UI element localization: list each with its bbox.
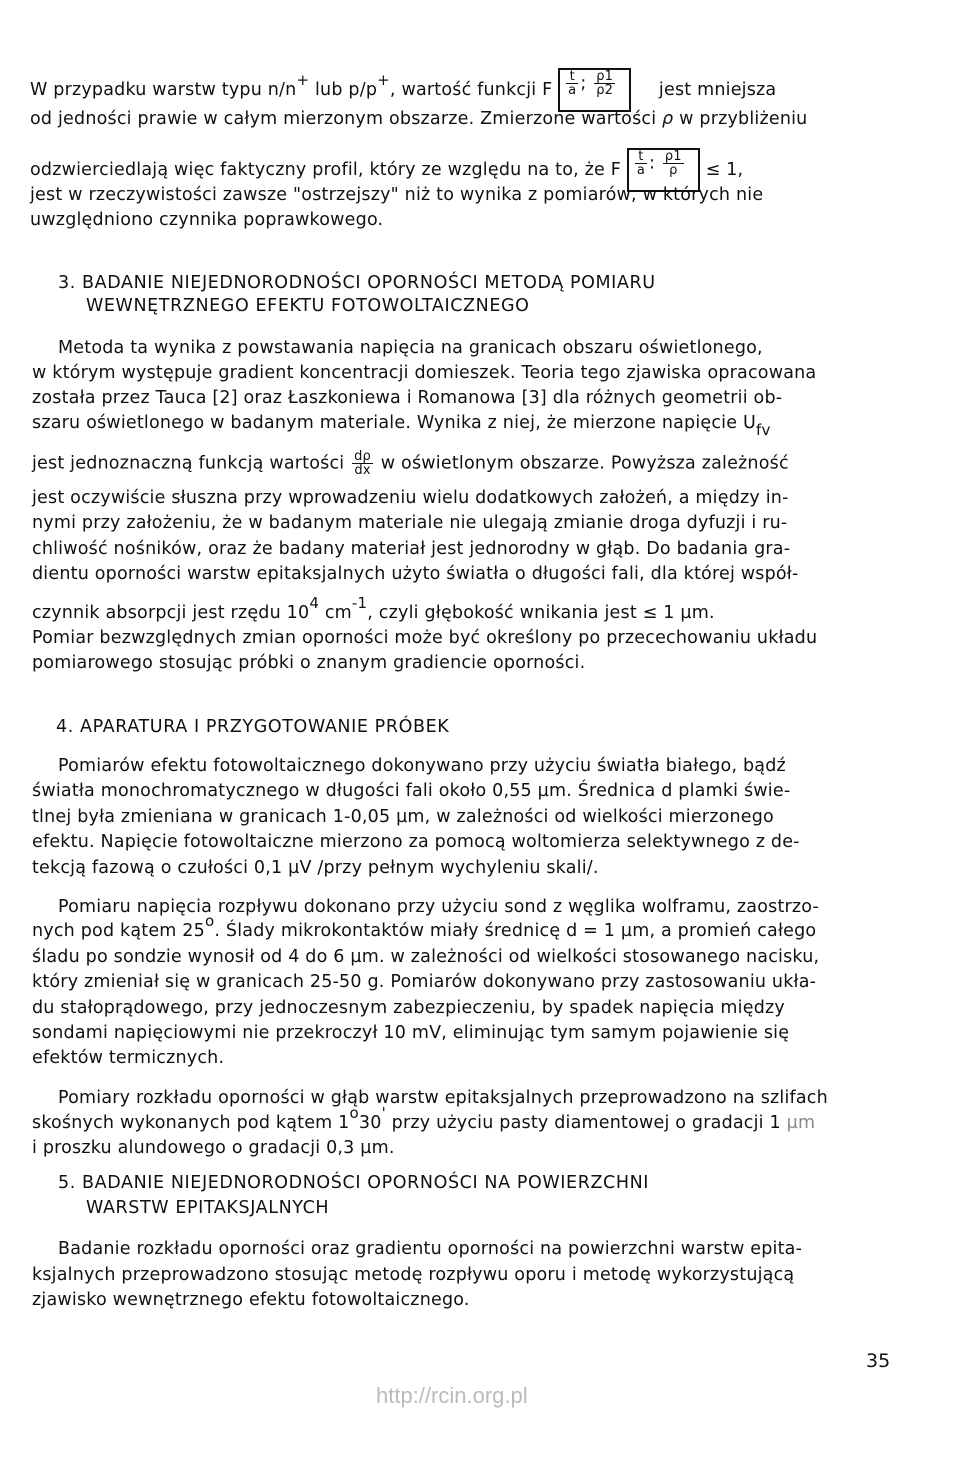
paragraph-line: w którym występuje gradient koncentracji domieszek. Teoria tego zjawiska opracowana xyxy=(32,363,817,383)
formula-bracket xyxy=(558,68,621,112)
paragraph-line: jest oczywiście słuszna przy wprowadzeniu wielu dodatkowych założeń, a między in- xyxy=(32,488,789,508)
text: µm xyxy=(786,1113,816,1133)
paragraph-line: tlnej była zmieniana w granicach 1-0,05 µm, w zależności od wielkości mierzonego xyxy=(32,807,774,827)
text: w przybliżeniu xyxy=(679,109,808,129)
paragraph-line: pomiarowego stosując próbki o znanym gradiencie oporności. xyxy=(32,653,586,673)
paragraph-line: została przez Tauca [2] oraz Łaszkoniewa i Romanowa [3] dla różnych geometrii ob- xyxy=(32,388,783,408)
text: czynnik absorpcji jest rzędu 10 xyxy=(32,603,310,623)
paragraph-line: sondami napięciowymi nie przekroczył 10 mV, eliminując tym samym pojawienie się xyxy=(32,1023,790,1043)
superscript: + xyxy=(296,71,310,89)
paragraph-line: śladu po sondzie wynosił od 4 do 6 µm. w zależności od wielkości stosowanego nacisku, xyxy=(32,947,820,967)
text: cm xyxy=(319,603,352,623)
paragraph-line: Pomiaru napięcia rozpływu dokonano przy użyciu sond z węglika wolframu, zaostrzo- xyxy=(58,897,820,917)
text: lub p/p xyxy=(309,80,378,100)
fraction xyxy=(663,150,684,177)
subscript: fv xyxy=(756,421,771,439)
fraction xyxy=(566,70,578,97)
text: przy użyciu pasty diamentowej o gradacji 1 xyxy=(385,1113,787,1133)
fraction-denominator: a xyxy=(568,83,577,98)
paragraph-line: zjawisko wewnętrznego efektu fotowoltaicznego. xyxy=(32,1290,470,1310)
text: od jedności prawie w całym mierzonym obszarze. Zmierzone wartości xyxy=(30,109,657,129)
text: jest mniejsza xyxy=(658,80,777,100)
paragraph-line: efektu. Napięcie fotowoltaiczne mierzono za pomocą woltomierza selektywnego z de- xyxy=(32,832,800,852)
text: , czyli głębokość wnikania jest ≤ 1 µm. xyxy=(367,603,715,623)
paragraph-line: du stałoprądowego, przy jednoczesnym zabezpieczeniu, by spadek napięcia między xyxy=(32,998,785,1018)
paragraph-line: światła monochromatycznego w długości fali około 0,55 µm. Średnica d plamki świe- xyxy=(32,781,791,801)
superscript: + xyxy=(377,71,390,89)
section-5-heading: 5. BADANIE NIEJEDNORODNOŚCI OPORNOŚCI NA POWIERZCHNI xyxy=(58,1173,650,1193)
fraction-denominator: ρ2 xyxy=(596,83,614,98)
section-4-heading: 4. APARATURA I PRZYGOTOWANIE PRÓBEK xyxy=(56,717,450,737)
paragraph-line: i proszku alundowego o gradacji 0,3 µm. xyxy=(32,1138,395,1158)
superscript: -1 xyxy=(351,594,368,612)
fraction-denominator: a xyxy=(636,163,645,178)
superscript: 4 xyxy=(309,594,320,612)
text: ≤ 1, xyxy=(705,160,744,180)
paragraph-line: tekcją fazową o czułości 0,1 µV /przy pełnym wychyleniu skali/. xyxy=(32,858,599,878)
intro-line-4: jest w rzeczywistości zawsze "ostrzejszy" niż to wynika z pomiarów, w których nie xyxy=(30,185,764,205)
text: skośnych wykonanych pod kątem 1 xyxy=(32,1113,350,1133)
fraction-numerator: ρ1 xyxy=(664,149,682,164)
fraction xyxy=(594,70,615,97)
separator: : xyxy=(648,153,656,174)
text: 30 xyxy=(358,1113,382,1133)
paragraph-line: Pomiar bezwzględnych zmian oporności może być określony po przecechowaniu układu xyxy=(32,628,818,648)
paragraph-line xyxy=(32,594,715,624)
superscript: o xyxy=(349,1104,359,1122)
fraction-numerator: dρ xyxy=(354,449,372,464)
intro-line-5: uwzględniono czynnika poprawkowego. xyxy=(30,210,384,230)
paragraph-line xyxy=(32,450,789,477)
fraction-numerator: ρ1 xyxy=(596,69,614,84)
paragraph-line: chliwość nośników, oraz że badany materiał jest jednorodny w głąb. Do badania gra- xyxy=(32,539,791,559)
paragraph-line: efektów termicznych. xyxy=(32,1048,225,1068)
text: , wartość funkcji F xyxy=(389,80,553,100)
fraction-denominator: ρ xyxy=(669,163,678,178)
superscript: ' xyxy=(381,1104,386,1122)
superscript: o xyxy=(204,912,215,930)
text: odzwierciedlają więc faktyczny profil, który ze względu na to, że F xyxy=(30,160,622,180)
paragraph-line xyxy=(32,912,817,942)
paragraph-line: Metoda ta wynika z powstawania napięcia na granicach obszaru oświetlonego, xyxy=(58,338,763,358)
fraction-denominator: dx xyxy=(354,463,371,478)
separator: ; xyxy=(580,73,587,94)
paragraph-line: który zmieniał się w granicach 25-50 g. Pomiarów dokonywano przy zastosowaniu ukła- xyxy=(32,972,817,992)
intro-line-2 xyxy=(30,108,807,130)
formula-bracket-close xyxy=(621,68,631,112)
paragraph-line: Pomiarów efektu fotowoltaicznego dokonywano przy użyciu światła białego, bądź xyxy=(58,756,786,776)
section-3-heading: 3. BADANIE NIEJEDNORODNOŚCI OPORNOŚCI METODĄ POMIARU xyxy=(58,273,656,293)
fraction xyxy=(635,150,647,177)
text: jest jednoznaczną funkcją wartości xyxy=(32,453,345,474)
text: nych pod kątem 25 xyxy=(32,921,205,941)
intro-line-1 xyxy=(30,68,776,112)
text: . Ślady mikrokontaktów miały średnicę d = 1 µm, a promień całego xyxy=(214,921,817,941)
paragraph-line: Badanie rozkładu oporności oraz gradientu oporności na powierzchni warstw epita- xyxy=(58,1239,803,1259)
paragraph-line xyxy=(32,1104,816,1134)
page-number: 35 xyxy=(866,1350,891,1372)
text: W przypadku warstw typu n/n xyxy=(30,80,297,100)
fraction-numerator: t xyxy=(635,150,647,164)
paragraph-line: ksjalnych przeprowadzono stosując metodę rozpływu oporu i metodę wykorzystującą xyxy=(32,1265,795,1285)
fraction xyxy=(352,450,373,477)
paragraph-line: nymi przy założeniu, że w badanym materiale nie ulegają zmianie droga dyfuzji i ru- xyxy=(32,513,788,533)
section-5-heading-cont: WARSTW EPITAKSJALNYCH xyxy=(86,1198,330,1218)
paragraph-line: Pomiary rozkładu oporności w głąb warstw epitaksjalnych przeprowadzono na szlifach xyxy=(58,1088,828,1108)
watermark: http://rcin.org.pl xyxy=(376,1383,528,1408)
text: szaru oświetlonego w badanym materiale. Wynika z niej, że mierzone napięcie U xyxy=(32,413,756,433)
text: w oświetlonym obszarze. Powyższa zależność xyxy=(380,453,789,474)
paragraph-line: dientu oporności warstw epitaksjalnych użyto światła o długości fali, dla której współ- xyxy=(32,564,799,584)
section-3-heading-cont: WEWNĘTRZNEGO EFEKTU FOTOWOLTAICZNEGO xyxy=(86,296,530,316)
fraction-numerator: t xyxy=(566,70,578,84)
rho-symbol: ρ xyxy=(662,109,674,129)
paragraph-line xyxy=(32,412,771,439)
